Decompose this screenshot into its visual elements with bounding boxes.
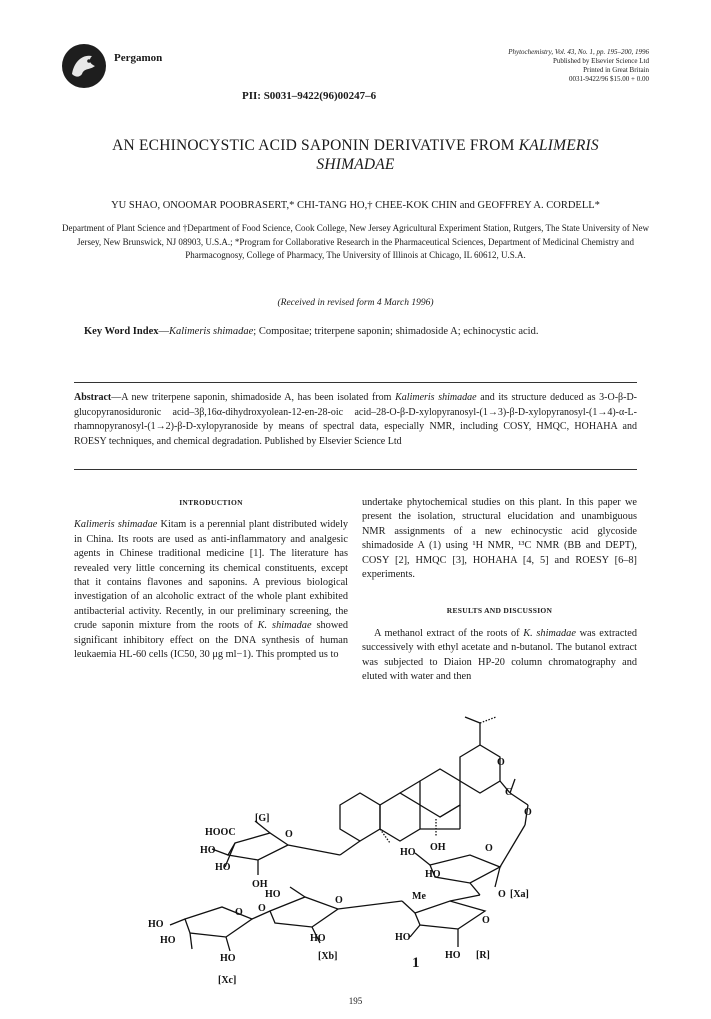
section-heading: RESULTS AND DISCUSSION <box>446 606 553 616</box>
label-ho: HO <box>200 845 216 856</box>
label-ho: HO <box>220 953 236 964</box>
label-xc: [Xc] <box>218 975 237 985</box>
paper-title <box>60 136 651 174</box>
publisher-name: Pergamon <box>114 52 163 64</box>
label-ho: HO <box>160 935 176 946</box>
label-o: O <box>482 915 490 926</box>
journal-line: Printed in Great Britain <box>583 66 649 74</box>
title-italic: SHIMADAE <box>316 156 395 173</box>
label-o: O <box>485 843 493 854</box>
paragraph: undertake phytochemical studies on this plant. In this paper we present the isolation, structural elucidation and unambiguous NMR assignments of a new echinocystic acid glycoside shimadoside A (1) using ¹H NMR, ¹³C NMR (BB and DEPT), COSY [2], HMQC [3], HOHAHA [4, 5] and ROESY [6–8] experiments. <box>362 497 637 581</box>
intro-italic: K. shimadae <box>257 620 312 632</box>
label-o: O <box>524 807 532 818</box>
keywords-text: ; Compositae; triterpene saponin; shimadoside A; echinocystic acid. <box>253 326 539 337</box>
label-g: [G] <box>255 813 270 824</box>
label-ho: HO <box>395 932 411 943</box>
pii-code: PII: S0031–9422(96)00247–6 <box>242 90 377 102</box>
results-text: was extracted successively with ethyl acetate and n-butanol. The butanol extract was subjected to Diaion HP-20 column chromatography and eluted with water and then <box>362 627 637 683</box>
left-column <box>74 496 348 662</box>
title-italic: KALIMERIS <box>518 137 599 154</box>
abstract <box>74 391 637 449</box>
keywords-italic: Kalimeris shimadae <box>168 326 254 337</box>
abstract-label: Abstract <box>74 392 112 403</box>
label-oh: OH <box>252 879 268 890</box>
intro-text: showed significant inhibitory effect on the DNA synthesis of human leukaemia HL-60 cells (IC50, 30 μg ml−1). This prompted us to <box>74 620 348 661</box>
label-o: O <box>258 903 266 914</box>
label-ho: HO <box>215 862 231 873</box>
label-xb: [Xb] <box>318 951 338 962</box>
abstract-text: —A new triterpene saponin, shimadoside A, has been isolated from <box>111 392 396 403</box>
intro-text: Kitam is a perennial plant distributed widely in China. Its roots are used as anti-inflammatory and analgesic agents in Chinese traditional medicine [1]. The literature has revealed very little concerning its chemical constituents, except that it contains flavones and saponins. A previous biological investigation of an alcoholic extract of the whole plant exhibited antibacterial activity. Recently, in our preliminary screening, the crude saponin mixture from the roots of <box>74 519 348 632</box>
chemical-structure <box>140 715 580 985</box>
keywords-label: Key Word Index <box>84 326 159 337</box>
page-number: 195 <box>348 996 363 1006</box>
label-o: O <box>498 889 506 900</box>
journal-line: Published by Elsevier Science Ltd <box>552 57 649 65</box>
divider <box>74 382 637 383</box>
divider <box>74 469 637 470</box>
affiliation: Department of Plant Science and †Department of Food Science, Cook College, New Jersey Agricultural Experiment Station, Rutgers, The State University of New Jersey, New Brunswick, NJ 08903, U.S.A.; *Program for Collaborative Research in the Pharmaceutical Sciences, Department of Medicinal Chemistry and Pharmacognosy, College of Pharmacy, The University of Illinois at Chicago, IL 60612, U.S.A. <box>62 223 649 260</box>
pergamon-logo <box>62 44 106 88</box>
label-ho: HO <box>425 869 441 880</box>
results-italic: K. shimadae <box>523 627 576 639</box>
label-me: Me <box>412 891 426 902</box>
intro-italic: Kalimeris shimadae <box>74 519 158 531</box>
label-xa: [Xa] <box>510 889 529 900</box>
journal-line: Phytochemistry, Vol. 43, No. 1, pp. 195–200, 1996 <box>508 48 649 56</box>
label-carbonyl-o: O <box>497 757 505 768</box>
journal-line: 0031-9422/96 $15.00 + 0.00 <box>569 75 649 83</box>
label-ho: HO <box>310 933 326 944</box>
abstract-text: and its structure deduced as 3-O-β-D-glucopyranosiduronic acid–3β,16α-dihydroxyolean-12-en-28-oic acid–28-O-β-D-xylopyranosyl-(1→3)-β-D-xylopyranosyl-(1→4)-α-L-rhamnopyranosyl-(1→2)-β-D-xylopyranoside by means of spectral data, especially NMR, including COSY, HMQC, HOHAHA and ROESY techniques, and chemical degradation. Published by Elsevier Science Ltd <box>74 392 637 447</box>
label-o: O <box>335 895 343 906</box>
label-hooc: HOOC <box>205 827 236 838</box>
journal-citation <box>508 48 649 84</box>
label-c: C <box>505 787 513 798</box>
section-heading: INTRODUCTION <box>179 498 243 507</box>
label-ho: HO <box>445 950 461 961</box>
keywords: Key Word Index—Kalimeris shimadae; Compositae; triterpene saponin; shimadoside A; echinocystic acid. <box>84 326 539 337</box>
abstract-italic: Kalimeris shimadae <box>395 392 477 403</box>
label-o: O <box>235 907 243 918</box>
label-oh: OH <box>430 842 446 853</box>
right-column <box>362 496 637 684</box>
label-ho: HO <box>148 919 164 930</box>
results-text: A methanol extract of the roots of <box>374 627 524 639</box>
label-o: O <box>285 829 293 840</box>
received-date: (Received in revised form 4 March 1996) <box>277 298 434 308</box>
label-ho: HO <box>400 847 416 858</box>
compound-number: 1 <box>412 955 420 971</box>
title-text: AN ECHINOCYSTIC ACID SAPONIN DERIVATIVE FROM <box>112 137 519 154</box>
authors: YU SHAO, ONOOMAR POOBRASERT,* CHI-TANG HO,† CHEE-KOK CHIN and GEOFFREY A. CORDELL* <box>111 200 600 211</box>
label-ho: HO <box>265 889 281 900</box>
label-r: [R] <box>476 950 490 961</box>
